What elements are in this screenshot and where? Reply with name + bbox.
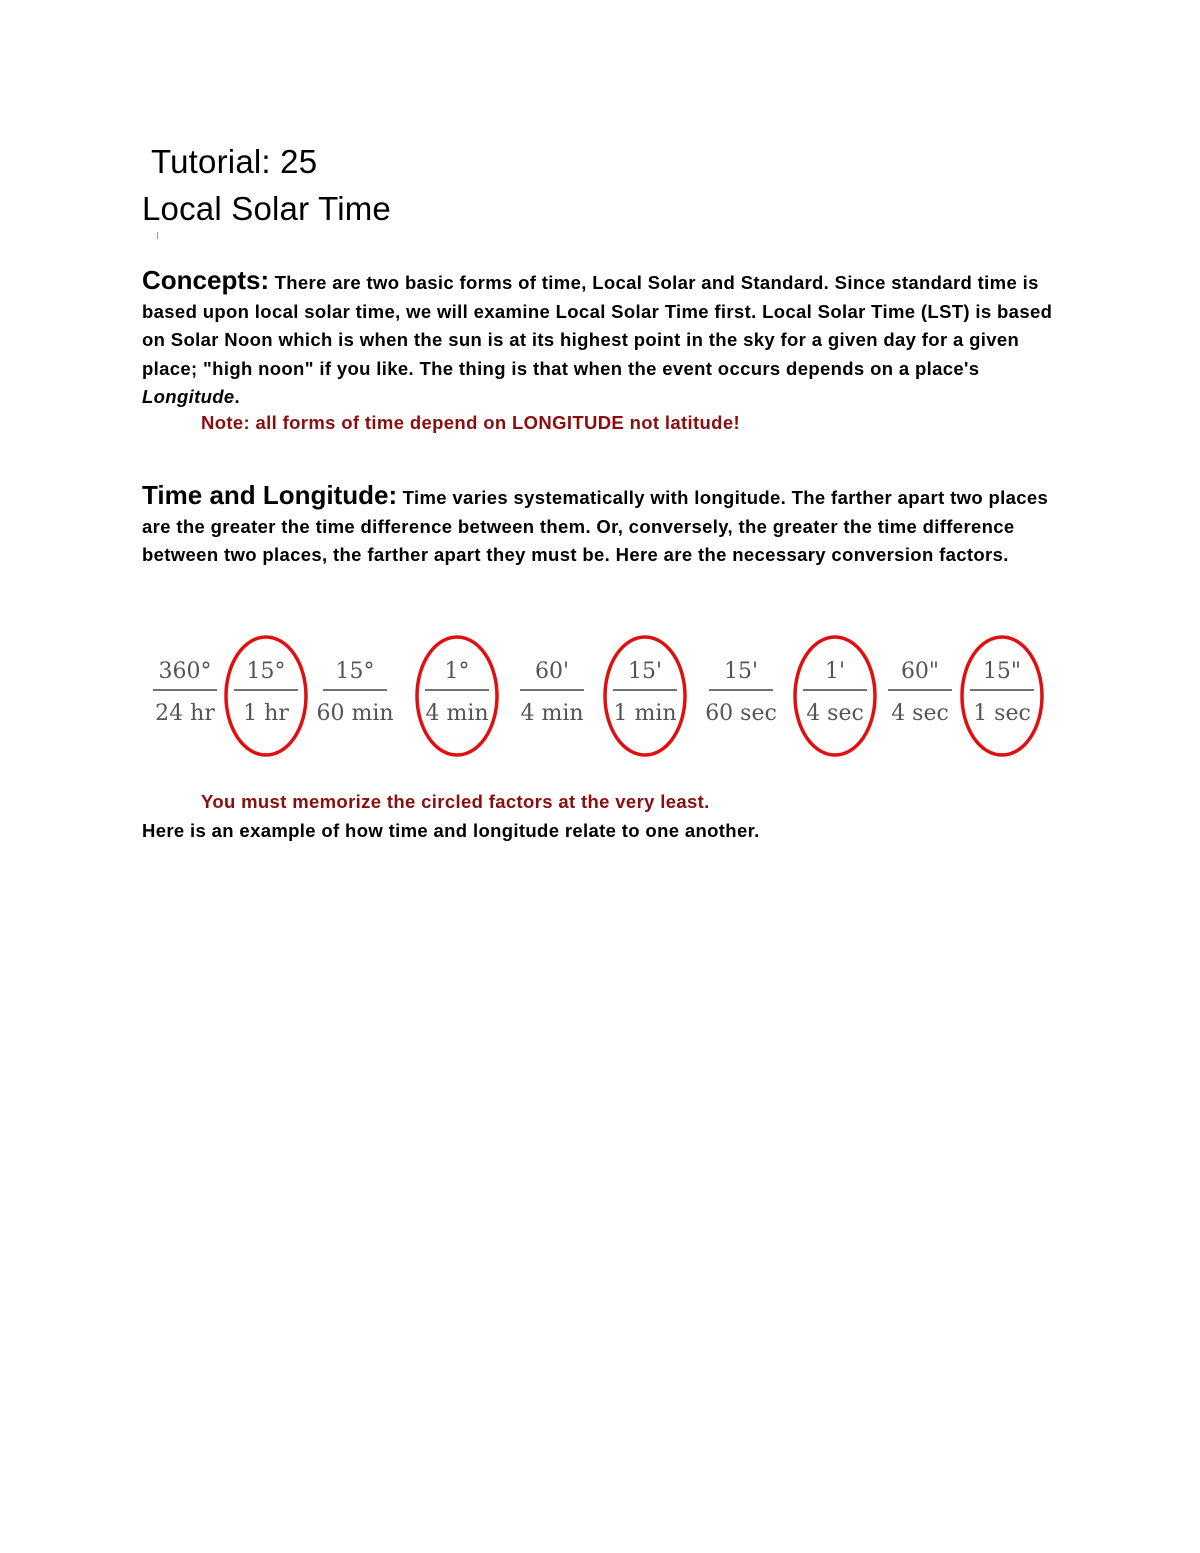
conversion-factors-figure	[140, 628, 1060, 763]
highlight-circle	[795, 637, 875, 755]
time-longitude-paragraph	[142, 481, 1072, 570]
factor-denominator: 1 min	[613, 701, 677, 726]
conversion-factor-1	[153, 659, 217, 726]
factor-numerator: 360°	[158, 659, 212, 684]
factor-denominator: 1 hr	[243, 701, 289, 726]
factor-numerator: 15°	[335, 659, 375, 684]
memorize-note: You must memorize the circled factors at the very least.	[201, 791, 710, 812]
factor-denominator: 4 sec	[806, 701, 864, 726]
page-title: Local Solar Time	[142, 190, 391, 227]
tutorial-number: Tutorial: 25	[151, 143, 318, 180]
conversion-factor-8	[795, 637, 875, 755]
factor-numerator: 60"	[900, 659, 940, 684]
conversion-factor-7	[705, 659, 777, 726]
factor-numerator: 15"	[982, 659, 1022, 684]
conversion-factor-4	[417, 637, 497, 755]
factor-denominator: 4 min	[425, 701, 489, 726]
time-longitude-text: Time varies systematically with longitude. The farther apart two places are the greater the time difference between them. Or, conversely, the greater the time difference between two places, the farther apart they must be. Here are the necessary conversion factors.	[142, 487, 1049, 566]
longitude-emphasis: Longitude	[142, 386, 235, 408]
factor-denominator: 60 sec	[705, 701, 777, 726]
time-longitude-heading: Time and Longitude:	[142, 480, 398, 510]
concepts-paragraph	[142, 266, 1072, 412]
highlight-circle	[226, 637, 306, 755]
factor-denominator: 1 sec	[973, 701, 1031, 726]
stray-mark	[157, 232, 158, 239]
conversion-factor-2	[226, 637, 306, 755]
example-intro: Here is an example of how time and longitude relate to one another.	[142, 820, 760, 841]
factor-denominator: 24 hr	[155, 701, 215, 726]
factor-numerator: 1'	[824, 659, 846, 684]
conversion-factor-9	[888, 659, 952, 726]
concepts-text-end: .	[234, 386, 241, 408]
conversion-factor-10	[962, 637, 1042, 755]
factor-numerator: 60'	[534, 659, 570, 684]
conversion-factor-6	[605, 637, 685, 755]
highlight-circle	[605, 637, 685, 755]
conversion-factor-3	[316, 659, 393, 726]
factor-numerator: 15'	[627, 659, 663, 684]
highlight-circle	[417, 637, 497, 755]
factor-numerator: 15°	[246, 659, 286, 684]
factor-numerator: 1°	[444, 659, 470, 684]
conversion-factor-5	[520, 659, 584, 726]
factor-denominator: 60 min	[316, 701, 394, 726]
highlight-circle	[962, 637, 1042, 755]
longitude-note: Note: all forms of time depend on LONGITUDE not latitude!	[201, 412, 740, 433]
factor-numerator: 15'	[723, 659, 759, 684]
concepts-text: There are two basic forms of time, Local Solar and Standard. Since standard time is based upon local solar time, we will examine Local Solar Time first. Local Solar Time (LST) is based on Solar Noon which is when the sun is at its highest point in the sky for a given day for a given place; "high noon" if you like. The thing is that when the event occurs depends on a place's	[142, 272, 1053, 379]
factor-denominator: 4 min	[520, 701, 584, 726]
concepts-heading: Concepts:	[142, 265, 270, 295]
factor-denominator: 4 sec	[891, 701, 949, 726]
